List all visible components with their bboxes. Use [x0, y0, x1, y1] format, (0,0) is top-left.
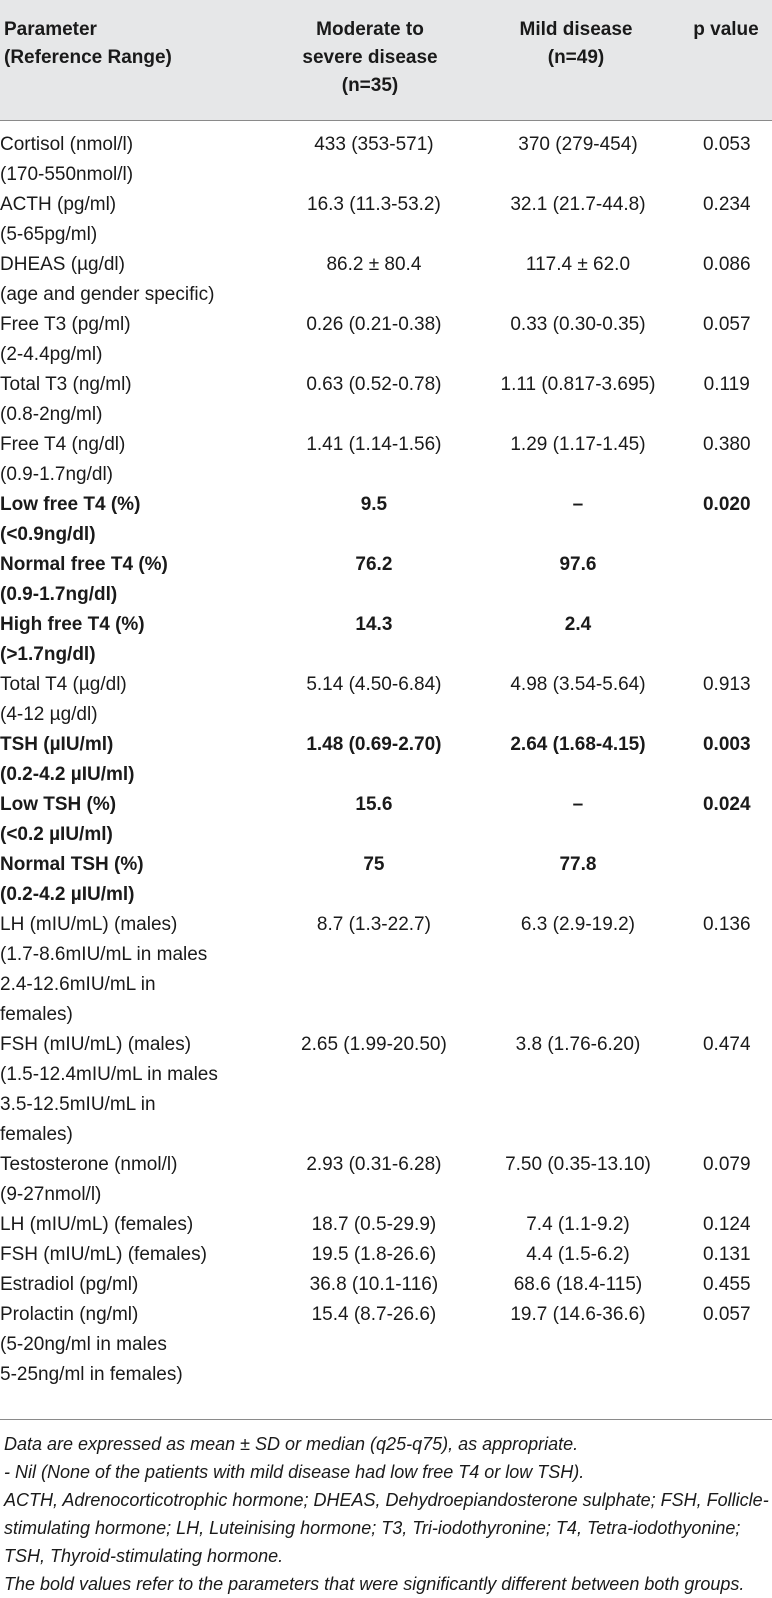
cell-parameter: FSH (mIU/mL) (females): [0, 1240, 273, 1270]
header-p-value: p value: [684, 16, 768, 44]
cell-p-value: 0.474: [682, 1030, 772, 1150]
cell-moderate-severe: 1.41 (1.14-1.56): [273, 430, 474, 490]
table-row: [0, 370, 772, 430]
cell-parameter: Low TSH (%) (<0.2 µIU/ml): [0, 790, 273, 850]
cell-mild: –: [474, 490, 681, 550]
cell-mild: 1.11 (0.817-3.695): [474, 370, 681, 430]
cell-mild: 2.64 (1.68-4.15): [474, 730, 681, 790]
cell-mild: 77.8: [474, 850, 681, 910]
table-row: [0, 250, 772, 310]
cell-p-value: 0.003: [682, 730, 772, 790]
table-row: [0, 1270, 772, 1300]
cell-mild: 2.4: [474, 610, 681, 670]
cell-moderate-severe: 75: [273, 850, 474, 910]
table-row: [0, 730, 772, 790]
cell-mild: 6.3 (2.9-19.2): [474, 910, 681, 1030]
table-footnotes: [4, 1430, 770, 1598]
header-moderate-severe: Moderate to severe disease (n=35): [270, 16, 470, 100]
table-row: [0, 430, 772, 490]
table-row: [0, 1210, 772, 1240]
cell-moderate-severe: 1.48 (0.69-2.70): [273, 730, 474, 790]
cell-moderate-severe: 433 (353-571): [273, 130, 474, 190]
table-row: [0, 1240, 772, 1270]
cell-parameter: LH (mIU/mL) (females): [0, 1210, 273, 1240]
footnote-nil: - Nil (None of the patients with mild disease had low free T4 or low TSH).: [4, 1458, 770, 1486]
table-row: [0, 130, 772, 190]
footnote-bold-values: The bold values refer to the parameters that were significantly different between both groups.: [4, 1570, 770, 1598]
table-row: [0, 1300, 772, 1390]
cell-moderate-severe: 8.7 (1.3-22.7): [273, 910, 474, 1030]
header-mild: Mild disease (n=49): [476, 16, 676, 72]
cell-mild: 4.98 (3.54-5.64): [474, 670, 681, 730]
cell-moderate-severe: 15.4 (8.7-26.6): [273, 1300, 474, 1390]
footnote-abbreviations: ACTH, Adrenocorticotrophic hormone; DHEAS, Dehydroepiandosterone sulphate; FSH, Follicle-stimulating hormone; LH, Luteinising hormone; T3, Tri-iodothyronine; T4, Tetra-iodothyonine; TSH, Thyroid-stimulating hormone.: [4, 1486, 770, 1570]
cell-p-value: 0.053: [682, 130, 772, 190]
cell-parameter: Normal free T4 (%) (0.9-1.7ng/dl): [0, 550, 273, 610]
cell-moderate-severe: 76.2: [273, 550, 474, 610]
cell-moderate-severe: 0.63 (0.52-0.78): [273, 370, 474, 430]
table-header: [0, 0, 772, 120]
cell-parameter: Estradiol (pg/ml): [0, 1270, 273, 1300]
cell-parameter: Total T3 (ng/ml) (0.8-2ng/ml): [0, 370, 273, 430]
cell-p-value: [682, 550, 772, 610]
header-parameter: Parameter (Reference Range): [4, 16, 172, 72]
cell-p-value: 0.380: [682, 430, 772, 490]
cell-p-value: [682, 850, 772, 910]
cell-mild: –: [474, 790, 681, 850]
cell-p-value: 0.024: [682, 790, 772, 850]
cell-parameter: Low free T4 (%) (<0.9ng/dl): [0, 490, 273, 550]
table-row: [0, 1150, 772, 1210]
cell-moderate-severe: 36.8 (10.1-116): [273, 1270, 474, 1300]
cell-p-value: 0.124: [682, 1210, 772, 1240]
cell-mild: 1.29 (1.17-1.45): [474, 430, 681, 490]
cell-parameter: Normal TSH (%) (0.2-4.2 µIU/ml): [0, 850, 273, 910]
cell-p-value: 0.079: [682, 1150, 772, 1210]
cell-mild: 7.50 (0.35-13.10): [474, 1150, 681, 1210]
table-body: [0, 130, 772, 1390]
cell-mild: 4.4 (1.5-6.2): [474, 1240, 681, 1270]
cell-parameter: Total T4 (µg/dl) (4-12 µg/dl): [0, 670, 273, 730]
table-row: [0, 610, 772, 670]
cell-p-value: 0.136: [682, 910, 772, 1030]
cell-parameter: High free T4 (%) (>1.7ng/dl): [0, 610, 273, 670]
cell-moderate-severe: 2.65 (1.99-20.50): [273, 1030, 474, 1150]
cell-parameter: TSH (µIU/ml) (0.2-4.2 µIU/ml): [0, 730, 273, 790]
cell-p-value: 0.131: [682, 1240, 772, 1270]
cell-parameter: DHEAS (µg/dl) (age and gender specific): [0, 250, 273, 310]
cell-mild: 117.4 ± 62.0: [474, 250, 681, 310]
cell-moderate-severe: 18.7 (0.5-29.9): [273, 1210, 474, 1240]
cell-moderate-severe: 16.3 (11.3-53.2): [273, 190, 474, 250]
cell-mild: 370 (279-454): [474, 130, 681, 190]
cell-mild: 32.1 (21.7-44.8): [474, 190, 681, 250]
cell-moderate-severe: 9.5: [273, 490, 474, 550]
table-row: [0, 490, 772, 550]
cell-moderate-severe: 86.2 ± 80.4: [273, 250, 474, 310]
cell-moderate-severe: 2.93 (0.31-6.28): [273, 1150, 474, 1210]
cell-moderate-severe: 19.5 (1.8-26.6): [273, 1240, 474, 1270]
cell-mild: 0.33 (0.30-0.35): [474, 310, 681, 370]
cell-p-value: 0.119: [682, 370, 772, 430]
footer-divider: [0, 1419, 772, 1420]
cell-moderate-severe: 14.3: [273, 610, 474, 670]
cell-parameter: ACTH (pg/ml) (5-65pg/ml): [0, 190, 273, 250]
cell-parameter: Testosterone (nmol/l) (9-27nmol/l): [0, 1150, 273, 1210]
cell-mild: 68.6 (18.4-115): [474, 1270, 681, 1300]
cell-p-value: 0.086: [682, 250, 772, 310]
cell-p-value: 0.234: [682, 190, 772, 250]
cell-p-value: [682, 610, 772, 670]
header-divider: [0, 120, 772, 121]
cell-parameter: Free T3 (pg/ml) (2-4.4pg/ml): [0, 310, 273, 370]
cell-parameter: LH (mIU/mL) (males) (1.7-8.6mIU/mL in males 2.4-12.6mIU/mL in females): [0, 910, 273, 1030]
cell-p-value: 0.913: [682, 670, 772, 730]
cell-moderate-severe: 0.26 (0.21-0.38): [273, 310, 474, 370]
cell-mild: 19.7 (14.6-36.6): [474, 1300, 681, 1390]
table-row: [0, 1030, 772, 1150]
cell-parameter: FSH (mIU/mL) (males) (1.5-12.4mIU/mL in males 3.5-12.5mIU/mL in females): [0, 1030, 273, 1150]
cell-p-value: 0.020: [682, 490, 772, 550]
cell-mild: 3.8 (1.76-6.20): [474, 1030, 681, 1150]
table-row: [0, 850, 772, 910]
table-row: [0, 310, 772, 370]
cell-p-value: 0.057: [682, 310, 772, 370]
footnote-data-expression: Data are expressed as mean ± SD or median (q25-q75), as appropriate.: [4, 1430, 770, 1458]
table-row: [0, 550, 772, 610]
table-row: [0, 670, 772, 730]
cell-parameter: Prolactin (ng/ml) (5-20ng/ml in males 5-25ng/ml in females): [0, 1300, 273, 1390]
cell-parameter: Free T4 (ng/dl) (0.9-1.7ng/dl): [0, 430, 273, 490]
table-row: [0, 190, 772, 250]
table-row: [0, 910, 772, 1030]
cell-moderate-severe: 5.14 (4.50-6.84): [273, 670, 474, 730]
table-row: [0, 790, 772, 850]
cell-mild: 7.4 (1.1-9.2): [474, 1210, 681, 1240]
cell-p-value: 0.057: [682, 1300, 772, 1390]
cell-parameter: Cortisol (nmol/l) (170-550nmol/l): [0, 130, 273, 190]
cell-mild: 97.6: [474, 550, 681, 610]
cell-p-value: 0.455: [682, 1270, 772, 1300]
cell-moderate-severe: 15.6: [273, 790, 474, 850]
